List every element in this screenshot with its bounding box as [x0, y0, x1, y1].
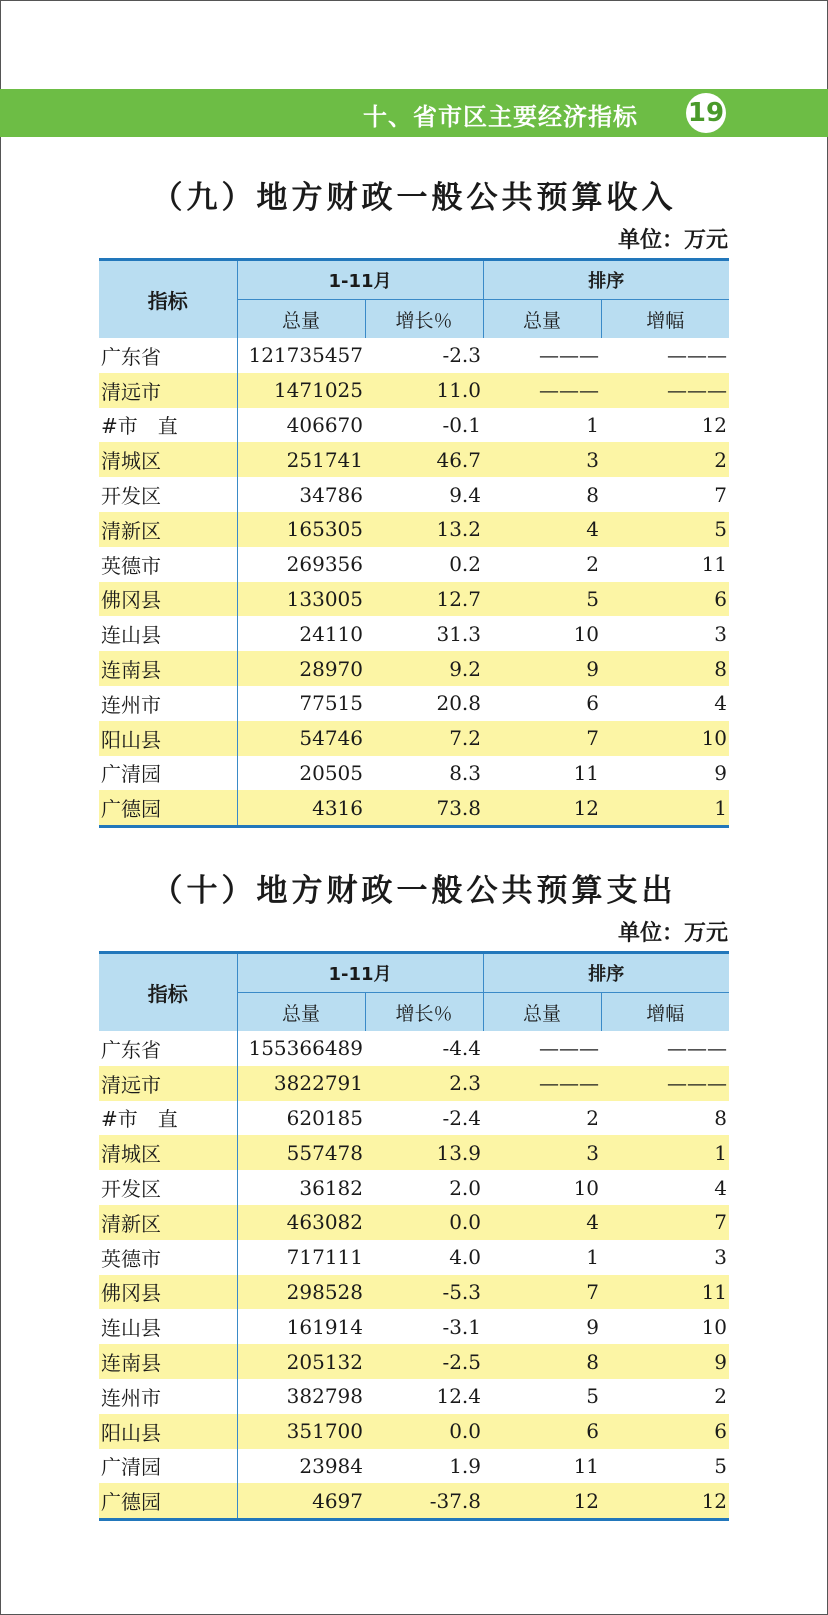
header-period: 1-11月	[237, 953, 483, 993]
row-rank-total: 11	[573, 760, 600, 785]
row-rank-growth: 9	[601, 1344, 729, 1379]
row-rank-growth: 10	[701, 1314, 728, 1339]
row-growth: -2.5	[365, 1344, 483, 1379]
row-total: 23984	[299, 1453, 363, 1478]
row-name: 阳山县	[99, 1414, 237, 1449]
table-row	[99, 1309, 729, 1344]
row-rank-growth: 9	[714, 760, 728, 785]
row-rank-growth: 2	[714, 1384, 728, 1409]
row-name: 广德园	[99, 1483, 237, 1519]
table-row	[99, 442, 729, 477]
row-growth: 13.9	[365, 1135, 483, 1170]
row-rank-growth: 2	[601, 442, 729, 477]
table-row	[99, 1240, 729, 1275]
header-rank-growth: 增幅	[601, 300, 729, 339]
row-rank-total: 3	[483, 442, 601, 477]
row-name: 广清园	[99, 756, 237, 791]
row-rank-growth: 6	[601, 1414, 729, 1449]
row-rank-growth: 5	[601, 512, 729, 547]
row-total: 155366489	[248, 1036, 363, 1061]
row-rank-growth: 4	[714, 691, 728, 716]
row-name: 连山县	[99, 616, 237, 651]
row-rank-total: 8	[586, 482, 600, 507]
row-rank-total: 10	[573, 1175, 600, 1200]
header-rank-total: 总量	[483, 993, 601, 1032]
row-growth: -0.1	[442, 412, 482, 437]
row-name: 广东省	[99, 1031, 237, 1066]
row-rank-growth: 7	[714, 482, 728, 507]
row-total: 54746	[237, 721, 365, 756]
row-name: 连州市	[99, 686, 237, 721]
row-rank-total: 9	[483, 651, 601, 686]
row-rank-total: 4	[483, 1205, 601, 1240]
row-total: 34786	[299, 482, 363, 507]
row-growth: -4.4	[442, 1036, 482, 1061]
table-row	[99, 1170, 729, 1205]
row-name: 清新区	[99, 1205, 237, 1240]
row-total: 463082	[237, 1205, 365, 1240]
row-name: 英德市	[99, 1240, 237, 1275]
row-name: 广德园	[99, 790, 237, 826]
header-period: 1-11月	[237, 260, 483, 300]
row-total: 28970	[237, 651, 365, 686]
row-name: 清远市	[99, 1066, 237, 1101]
row-name: 佛冈县	[99, 582, 237, 617]
table-row	[99, 1066, 729, 1101]
row-total: 269356	[286, 552, 363, 577]
row-total: 24110	[299, 621, 363, 646]
row-rank-total: 11	[573, 1453, 600, 1478]
row-rank-growth: 4	[714, 1175, 728, 1200]
row-name: 阳山县	[99, 721, 237, 756]
row-rank-growth: 6	[601, 582, 729, 617]
expenditure-table-body	[99, 1031, 729, 1520]
row-growth: 12.4	[436, 1384, 482, 1409]
row-rank-growth: ———	[601, 1066, 729, 1101]
row-rank-total: 1	[586, 1245, 600, 1270]
row-rank-growth: 11	[601, 1275, 729, 1310]
table-row	[99, 1379, 729, 1414]
table-row	[99, 1483, 729, 1519]
table-row	[99, 1135, 729, 1170]
row-rank-total: 12	[483, 1483, 601, 1519]
row-rank-total: ———	[539, 1036, 600, 1061]
row-growth: 46.7	[365, 442, 483, 477]
row-rank-growth: 12	[701, 412, 728, 437]
row-total: 298528	[237, 1275, 365, 1310]
row-growth: 0.2	[449, 552, 482, 577]
section-title-expenditure: （十）地方财政一般公共预算支出	[151, 873, 677, 909]
row-rank-growth: 12	[601, 1483, 729, 1519]
row-growth: 2.3	[365, 1066, 483, 1101]
row-rank-total: 2	[586, 552, 600, 577]
row-rank-growth: 5	[714, 1453, 728, 1478]
chapter-title: 十、省市区主要经济指标	[363, 103, 638, 131]
row-rank-total: 7	[483, 1275, 601, 1310]
row-growth: 2.0	[449, 1175, 482, 1200]
row-total: 406670	[286, 412, 363, 437]
row-growth: 7.2	[365, 721, 483, 756]
expenditure-table	[99, 951, 729, 1521]
row-rank-total: 2	[586, 1105, 600, 1130]
row-growth: -5.3	[365, 1275, 483, 1310]
row-rank-total: 12	[483, 790, 601, 826]
revenue-table-body	[99, 338, 729, 827]
table-row	[99, 338, 729, 373]
row-name: 连州市	[99, 1379, 237, 1414]
row-total: 77515	[299, 691, 363, 716]
row-growth: 73.8	[365, 790, 483, 826]
row-growth: 0.0	[365, 1414, 483, 1449]
row-name: 佛冈县	[99, 1275, 237, 1310]
row-name: 广东省	[99, 338, 237, 373]
row-total: 3822791	[237, 1066, 365, 1101]
row-rank-growth: 3	[714, 621, 728, 646]
row-rank-total: 7	[483, 721, 601, 756]
table-row	[99, 1101, 729, 1136]
section-title-revenue: （九）地方财政一般公共预算收入	[151, 180, 677, 216]
row-rank-total: 8	[483, 1344, 601, 1379]
row-growth: 1.9	[449, 1453, 482, 1478]
row-total: 620185	[286, 1105, 363, 1130]
table-row	[99, 651, 729, 686]
row-rank-total: 9	[586, 1314, 600, 1339]
row-name: 英德市	[99, 547, 237, 582]
unit-label-revenue: 单位：万元	[617, 228, 728, 253]
row-total: 382798	[286, 1384, 363, 1409]
row-total: 4697	[237, 1483, 365, 1519]
header-rank: 排序	[483, 260, 729, 300]
header-growth: 增长％	[365, 993, 483, 1032]
row-rank-growth: 8	[714, 1105, 728, 1130]
row-total: 205132	[237, 1344, 365, 1379]
row-growth: 0.0	[365, 1205, 483, 1240]
table-row	[99, 1205, 729, 1240]
row-rank-total: 5	[483, 582, 601, 617]
header-total: 总量	[237, 993, 365, 1032]
row-total: 351700	[237, 1414, 365, 1449]
row-growth: -2.3	[442, 343, 482, 368]
row-total: 36182	[299, 1175, 363, 1200]
revenue-table	[99, 258, 729, 828]
row-total: 133005	[237, 582, 365, 617]
row-rank-growth: 11	[701, 552, 728, 577]
row-growth: 12.7	[365, 582, 483, 617]
row-rank-growth: 1	[601, 790, 729, 826]
row-name: #市 直	[99, 1101, 237, 1136]
row-name: 清城区	[99, 1135, 237, 1170]
table-row	[99, 790, 729, 826]
table-row	[99, 408, 729, 443]
row-rank-total: 6	[586, 691, 600, 716]
row-rank-growth: ———	[601, 373, 729, 408]
table-row	[99, 686, 729, 721]
row-total: 4316	[237, 790, 365, 826]
page-number-badge: 19	[686, 93, 726, 133]
row-rank-growth: ———	[667, 343, 728, 368]
table-row	[99, 373, 729, 408]
row-rank-total: 1	[586, 412, 600, 437]
row-growth: 9.2	[365, 651, 483, 686]
table-row	[99, 756, 729, 791]
row-rank-total: 6	[483, 1414, 601, 1449]
row-name: #市 直	[99, 408, 237, 443]
row-total: 557478	[237, 1135, 365, 1170]
row-name: 开发区	[99, 1170, 237, 1205]
row-growth: 8.3	[449, 760, 482, 785]
row-rank-growth: 8	[601, 651, 729, 686]
row-total: 121735457	[248, 343, 363, 368]
table-row	[99, 616, 729, 651]
row-rank-total: 4	[483, 512, 601, 547]
row-growth: 4.0	[449, 1245, 482, 1270]
table-row	[99, 721, 729, 756]
row-name: 清城区	[99, 442, 237, 477]
table-row	[99, 1275, 729, 1310]
row-rank-growth: ———	[667, 1036, 728, 1061]
row-total: 161914	[286, 1314, 363, 1339]
row-total: 20505	[299, 760, 363, 785]
row-total: 165305	[237, 512, 365, 547]
row-growth: 20.8	[436, 691, 482, 716]
row-growth: -2.4	[442, 1105, 482, 1130]
row-rank-growth: 3	[714, 1245, 728, 1270]
row-name: 广清园	[99, 1449, 237, 1484]
row-growth: -37.8	[365, 1483, 483, 1519]
table-row	[99, 1449, 729, 1484]
row-name: 连山县	[99, 1309, 237, 1344]
row-growth: 13.2	[365, 512, 483, 547]
row-rank-total: ———	[483, 373, 601, 408]
chapter-banner	[0, 89, 828, 137]
row-total: 1471025	[237, 373, 365, 408]
header-rank-total: 总量	[483, 300, 601, 339]
table-row	[99, 512, 729, 547]
header-total: 总量	[237, 300, 365, 339]
row-name: 清远市	[99, 373, 237, 408]
table-row	[99, 1031, 729, 1066]
row-growth: 11.0	[365, 373, 483, 408]
row-growth: -3.1	[442, 1314, 482, 1339]
row-growth: 9.4	[449, 482, 482, 507]
row-rank-growth: 10	[601, 721, 729, 756]
header-growth: 增长％	[365, 300, 483, 339]
row-name: 开发区	[99, 477, 237, 512]
row-total: 717111	[286, 1245, 363, 1270]
row-rank-total: ———	[483, 1066, 601, 1101]
row-rank-total: 10	[573, 621, 600, 646]
row-rank-total: 3	[483, 1135, 601, 1170]
row-name: 清新区	[99, 512, 237, 547]
row-rank-growth: 1	[601, 1135, 729, 1170]
table-row	[99, 477, 729, 512]
table-row	[99, 547, 729, 582]
table-row	[99, 582, 729, 617]
row-rank-total: 5	[586, 1384, 600, 1409]
header-rank-growth: 增幅	[601, 993, 729, 1032]
row-total: 251741	[237, 442, 365, 477]
row-name: 连南县	[99, 651, 237, 686]
row-rank-growth: 7	[601, 1205, 729, 1240]
row-growth: 31.3	[436, 621, 482, 646]
table-row	[99, 1414, 729, 1449]
header-indicator: 指标	[99, 953, 237, 1032]
header-rank: 排序	[483, 953, 729, 993]
row-rank-total: ———	[539, 343, 600, 368]
table-row	[99, 1344, 729, 1379]
unit-label-expenditure: 单位：万元	[617, 921, 728, 946]
header-indicator: 指标	[99, 260, 237, 339]
row-name: 连南县	[99, 1344, 237, 1379]
